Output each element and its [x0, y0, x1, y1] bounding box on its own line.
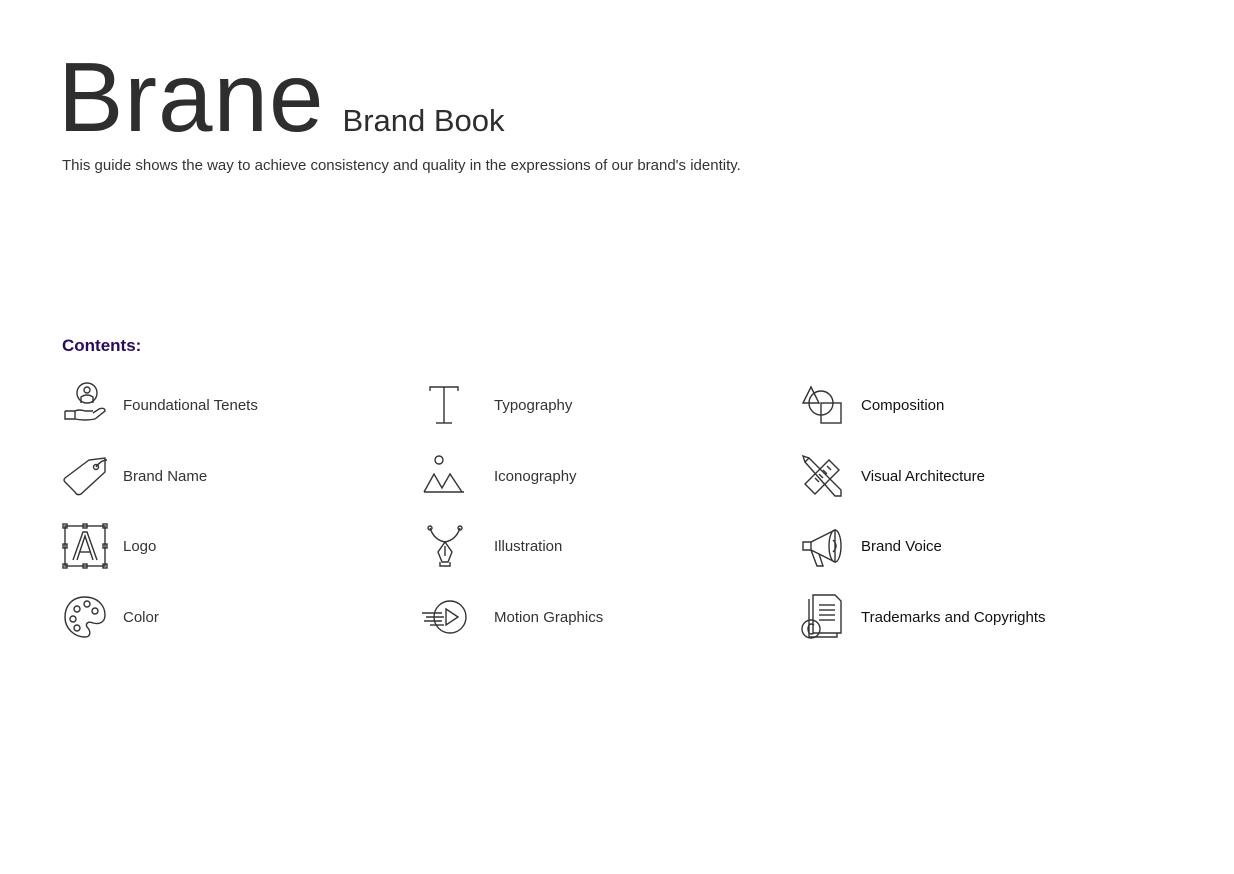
toc-item-composition[interactable]	[798, 375, 944, 435]
toc-label: Illustration	[494, 537, 563, 555]
toc-item-foundational-tenets[interactable]	[60, 375, 258, 435]
title-row	[58, 42, 505, 152]
toc-item-visual-architecture[interactable]	[798, 446, 985, 506]
intro-text: This guide shows the way to achieve consistency and quality in the expressions of our brand's identity.	[62, 157, 741, 174]
toc-item-logo[interactable]	[60, 516, 156, 576]
brand-title: Brane	[58, 42, 325, 152]
toc-label: Logo	[123, 537, 157, 555]
toc-label: Visual Architecture	[861, 467, 985, 485]
copyright-document-icon	[798, 592, 848, 642]
toc-label: Color	[123, 608, 159, 626]
toc-item-illustration[interactable]	[419, 516, 562, 576]
toc-item-iconography[interactable]	[419, 446, 577, 506]
toc-item-trademarks[interactable]	[798, 587, 1046, 647]
ruler-pencil-icon	[798, 451, 848, 501]
shapes-icon	[798, 380, 848, 430]
toc-item-color[interactable]	[60, 587, 159, 647]
toc-item-motion-graphics[interactable]	[419, 587, 603, 647]
pen-nib-icon	[419, 521, 469, 571]
toc-label: Composition	[861, 396, 945, 414]
toc-label: Motion Graphics	[494, 608, 604, 626]
hand-figure-icon	[60, 380, 110, 430]
page-header	[58, 42, 505, 152]
contents-heading: Contents:	[62, 336, 142, 355]
toc-item-brand-voice[interactable]	[798, 516, 942, 576]
letter-a-frame-icon	[60, 521, 110, 571]
mountains-icon	[419, 451, 469, 501]
play-motion-icon	[419, 592, 469, 642]
toc-label: Iconography	[494, 467, 577, 485]
toc-item-brand-name[interactable]	[60, 446, 207, 506]
megaphone-icon	[798, 521, 848, 571]
palette-icon	[60, 592, 110, 642]
toc-item-typography[interactable]	[419, 375, 572, 435]
contents-list	[0, 370, 1234, 660]
toc-label: Brand Voice	[861, 537, 942, 555]
toc-label: Foundational Tenets	[123, 396, 258, 414]
brand-subtitle: Brand Book	[342, 103, 505, 138]
letter-t-icon	[419, 380, 469, 430]
tag-icon	[60, 451, 110, 501]
toc-label: Typography	[494, 396, 573, 414]
toc-label: Trademarks and Copyrights	[861, 608, 1046, 626]
toc-label: Brand Name	[123, 467, 208, 485]
